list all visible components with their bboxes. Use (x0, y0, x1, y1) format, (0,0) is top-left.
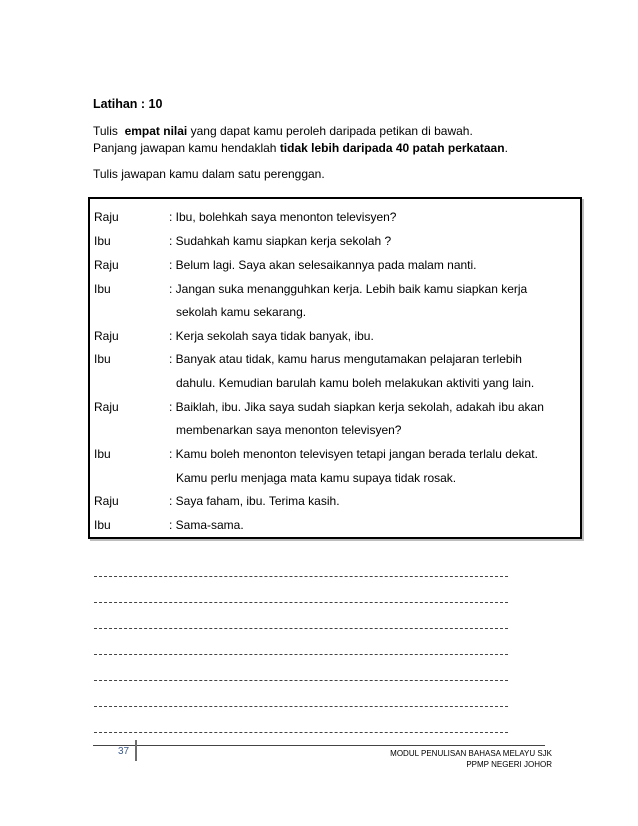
dialogue-line: : Sudahkah kamu siapkan kerja sekolah ? (169, 234, 392, 248)
answer-line-1[interactable] (94, 576, 508, 577)
instruction-line-2 (93, 141, 508, 155)
dialogue-line: : Sama-sama. (169, 518, 244, 532)
dialogue-line: : Belum lagi. Saya akan selesaikannya pada malam nanti. (169, 258, 477, 272)
instruction-line-1 (93, 124, 473, 138)
dialogue-speaker: Ibu (94, 447, 111, 461)
dialogue-line: : Baiklah, ibu. Jika saya sudah siapkan kerja sekolah, adakah ibu akan (169, 400, 544, 414)
instruction-text: Panjang jawapan kamu hendaklah (93, 141, 277, 155)
instruction-emphasis: empat nilai (124, 124, 188, 138)
dialogue-line: sekolah kamu sekarang. (176, 305, 307, 319)
dialogue-line: : Kerja sekolah saya tidak banyak, ibu. (169, 329, 374, 343)
dialogue-speaker: Raju (94, 494, 119, 508)
instruction-text: yang dapat kamu peroleh daripada petikan di bawah. (190, 124, 473, 138)
dialogue-speaker: Ibu (94, 352, 111, 366)
dialogue-line: membenarkan saya menonton televisyen? (176, 423, 402, 437)
dialogue-box (88, 197, 582, 539)
dialogue-line: Kamu perlu menjaga mata kamu supaya tidak rosak. (176, 471, 457, 485)
footer-module-title: MODUL PENULISAN BAHASA MELAYU SJK (390, 749, 552, 758)
dialogue-speaker: Raju (94, 258, 119, 272)
answer-line-2[interactable] (94, 602, 508, 603)
instruction-line-3: Tulis jawapan kamu dalam satu perenggan. (93, 167, 325, 181)
dialogue-line: : Jangan suka menangguhkan kerja. Lebih baik kamu siapkan kerja (169, 282, 528, 296)
answer-line-6[interactable] (94, 706, 508, 707)
dialogue-speaker: Ibu (94, 282, 111, 296)
dialogue-line: dahulu. Kemudian barulah kamu boleh melakukan aktiviti yang lain. (176, 376, 535, 390)
dialogue-speaker: Ibu (94, 518, 111, 532)
instruction-emphasis: tidak lebih daripada 40 patah perkataan (279, 141, 505, 155)
dialogue-line: : Ibu, bolehkah saya menonton televisyen? (169, 210, 397, 224)
answer-line-5[interactable] (94, 680, 508, 681)
dialogue-line: : Kamu boleh menonton televisyen tetapi jangan berada terlalu dekat. (169, 447, 538, 461)
footer-organization: PPMP NEGERI JOHOR (466, 760, 552, 769)
exercise-title: Latihan : 10 (93, 97, 163, 111)
dialogue-speaker: Raju (94, 400, 119, 414)
footer-divider (93, 745, 545, 746)
dialogue-speaker: Raju (94, 210, 119, 224)
page-number: 37 (118, 746, 130, 757)
dialogue-speaker: Raju (94, 329, 119, 343)
instruction-text: Tulis (93, 124, 118, 138)
instruction-text: . (504, 141, 508, 155)
dialogue-line: : Banyak atau tidak, kamu harus mengutamakan pelajaran terlebih (169, 352, 522, 366)
dialogue-speaker: Ibu (94, 234, 111, 248)
answer-line-3[interactable] (94, 628, 508, 629)
dialogue-line: : Saya faham, ibu. Terima kasih. (169, 494, 340, 508)
answer-line-4[interactable] (94, 654, 508, 655)
footer-separator-bar (135, 740, 137, 761)
answer-line-7[interactable] (94, 732, 508, 733)
